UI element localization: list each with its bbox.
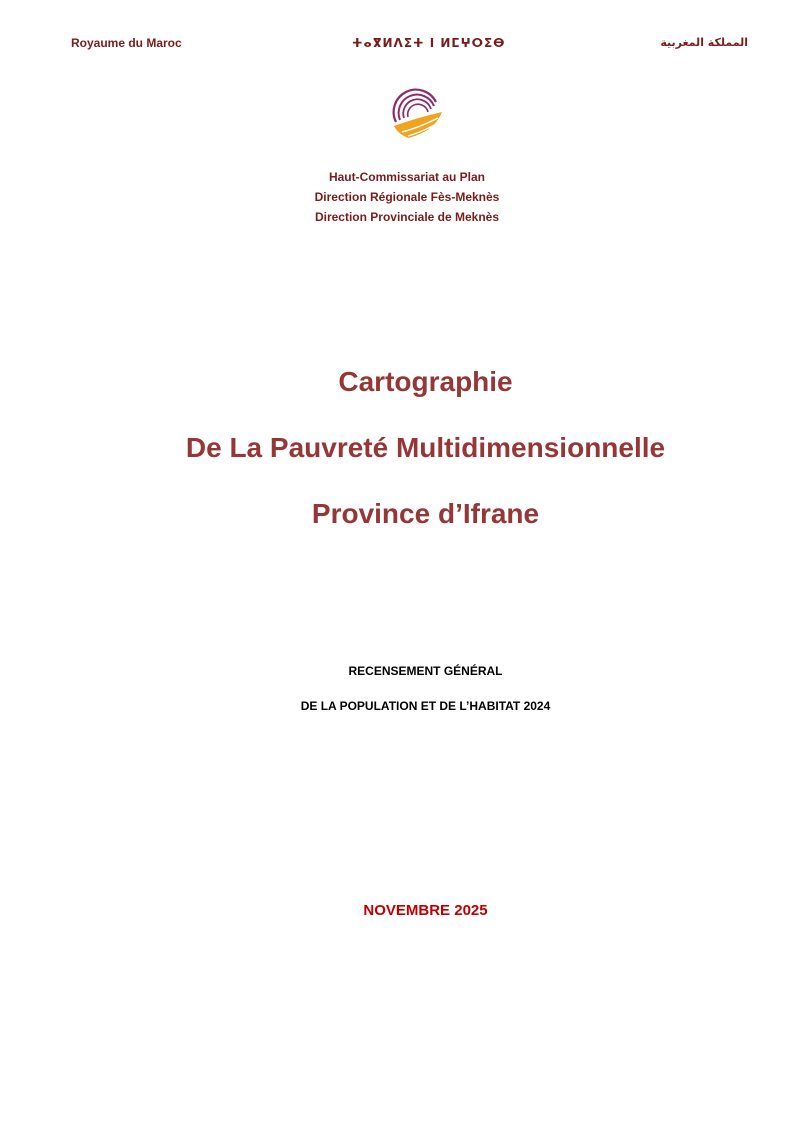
header-tifinagh: ⵜⴰⴳⵍⴷⵉⵜ ⵏ ⵍⵎⵖⵔⵉⴱ: [352, 36, 506, 50]
subtitle-population: DE LA POPULATION ET DE L’HABITAT 2024: [300, 699, 551, 713]
subtitle-recensement: RECENSEMENT GÉNÉRAL: [348, 664, 503, 678]
header-arabic: المملكة المغربية: [660, 36, 748, 49]
publication-date: NOVEMBRE 2025: [363, 902, 488, 919]
title-cartographie: Cartographie: [338, 366, 513, 397]
hcp-logo-icon: [388, 88, 446, 140]
institution-block: [0, 167, 794, 227]
institution-regional: Direction Régionale Fès-Meknès: [314, 190, 500, 204]
institution-provincial: Direction Provinciale de Meknès: [314, 210, 500, 224]
header-royaume: Royaume du Maroc: [71, 36, 182, 50]
title-pauvrete: De La Pauvreté Multidimensionnelle: [185, 432, 666, 463]
title-province: Province d’Ifrane: [311, 498, 540, 529]
institution-hcp: Haut-Commissariat au Plan: [328, 170, 486, 184]
